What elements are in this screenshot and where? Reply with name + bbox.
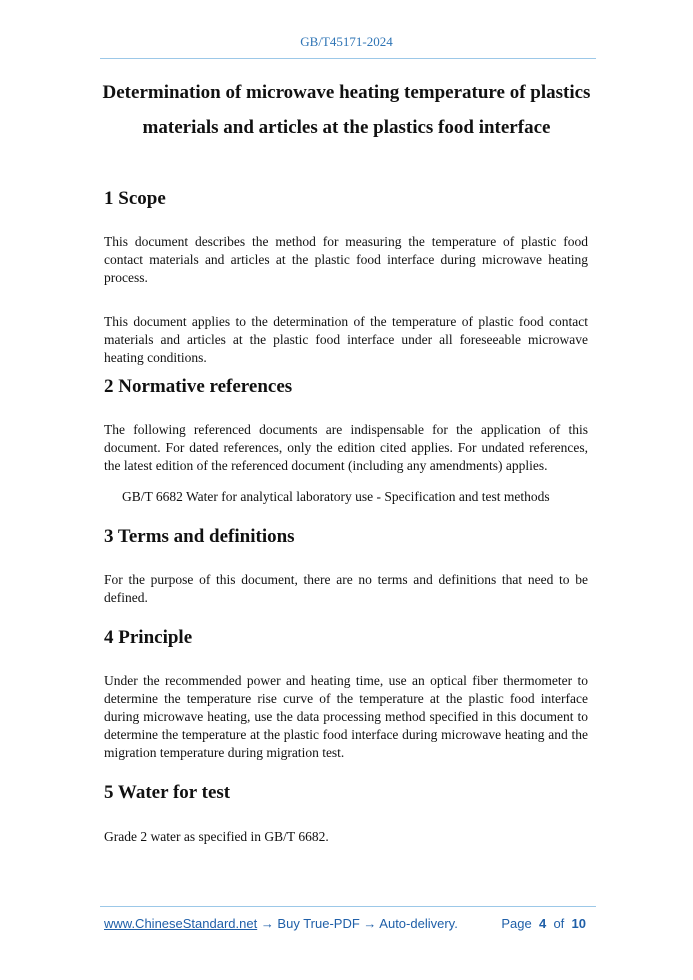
document-title-line-2: materials and articles at the plastics food interface [142,117,551,138]
section-heading-scope: 1 Scope [104,188,166,209]
reference-gb-t-6682: GB/T 6682 Water for analytical laboratory use - Specification and test methods [122,489,550,504]
footer-divider [100,906,596,907]
website-link[interactable]: www.ChineseStandard.net [104,916,258,931]
footer-promo-text: → Buy True-PDF → Auto-delivery. [257,916,458,931]
water-paragraph: Grade 2 water as specified in GB/T 6682. [104,829,329,844]
document-title-line-1: Determination of microwave heating temperature of plastics [102,82,591,103]
page-number: Page 4 of 10 [501,916,586,931]
footer-promo [104,916,458,931]
header-divider [100,58,596,59]
section-heading-principle: 4 Principle [104,627,193,648]
scope-paragraph-2: This document applies to the determination of the temperature of plastic food contact materials and articles at the plastic food interface under all foreseeable microwave heating conditions. [104,314,588,365]
total-pages: 10 [571,916,586,931]
scope-paragraph-1: This document describes the method for measuring the temperature of plastic food contact materials and articles at the plastic food interface during microwave heating process. [104,234,588,285]
section-heading-terms: 3 Terms and definitions [104,526,295,547]
page-footer [104,916,586,931]
document-code-header: GB/T45171-2024 [300,34,393,49]
normative-paragraph: The following referenced documents are indispensable for the application of this document. For dated references, only the edition cited applies. For undated references, the latest edition of the referenced document (including any amendments) applies. [104,422,588,473]
terms-paragraph: For the purpose of this document, there are no terms and definitions that need to be defined. [104,572,588,605]
current-page: 4 [538,916,547,931]
principle-paragraph: Under the recommended power and heating time, use an optical fiber thermometer to determine the temperature rise curve of the temperature at the plastic food interface during microwave heating, use the data processing method specified in this document to determine the temperature at the plastic food interface during microwave heating and the migration temperature during migration test. [104,673,588,760]
section-heading-water: 5 Water for test [104,782,231,803]
section-heading-normative-references: 2 Normative references [104,376,293,397]
